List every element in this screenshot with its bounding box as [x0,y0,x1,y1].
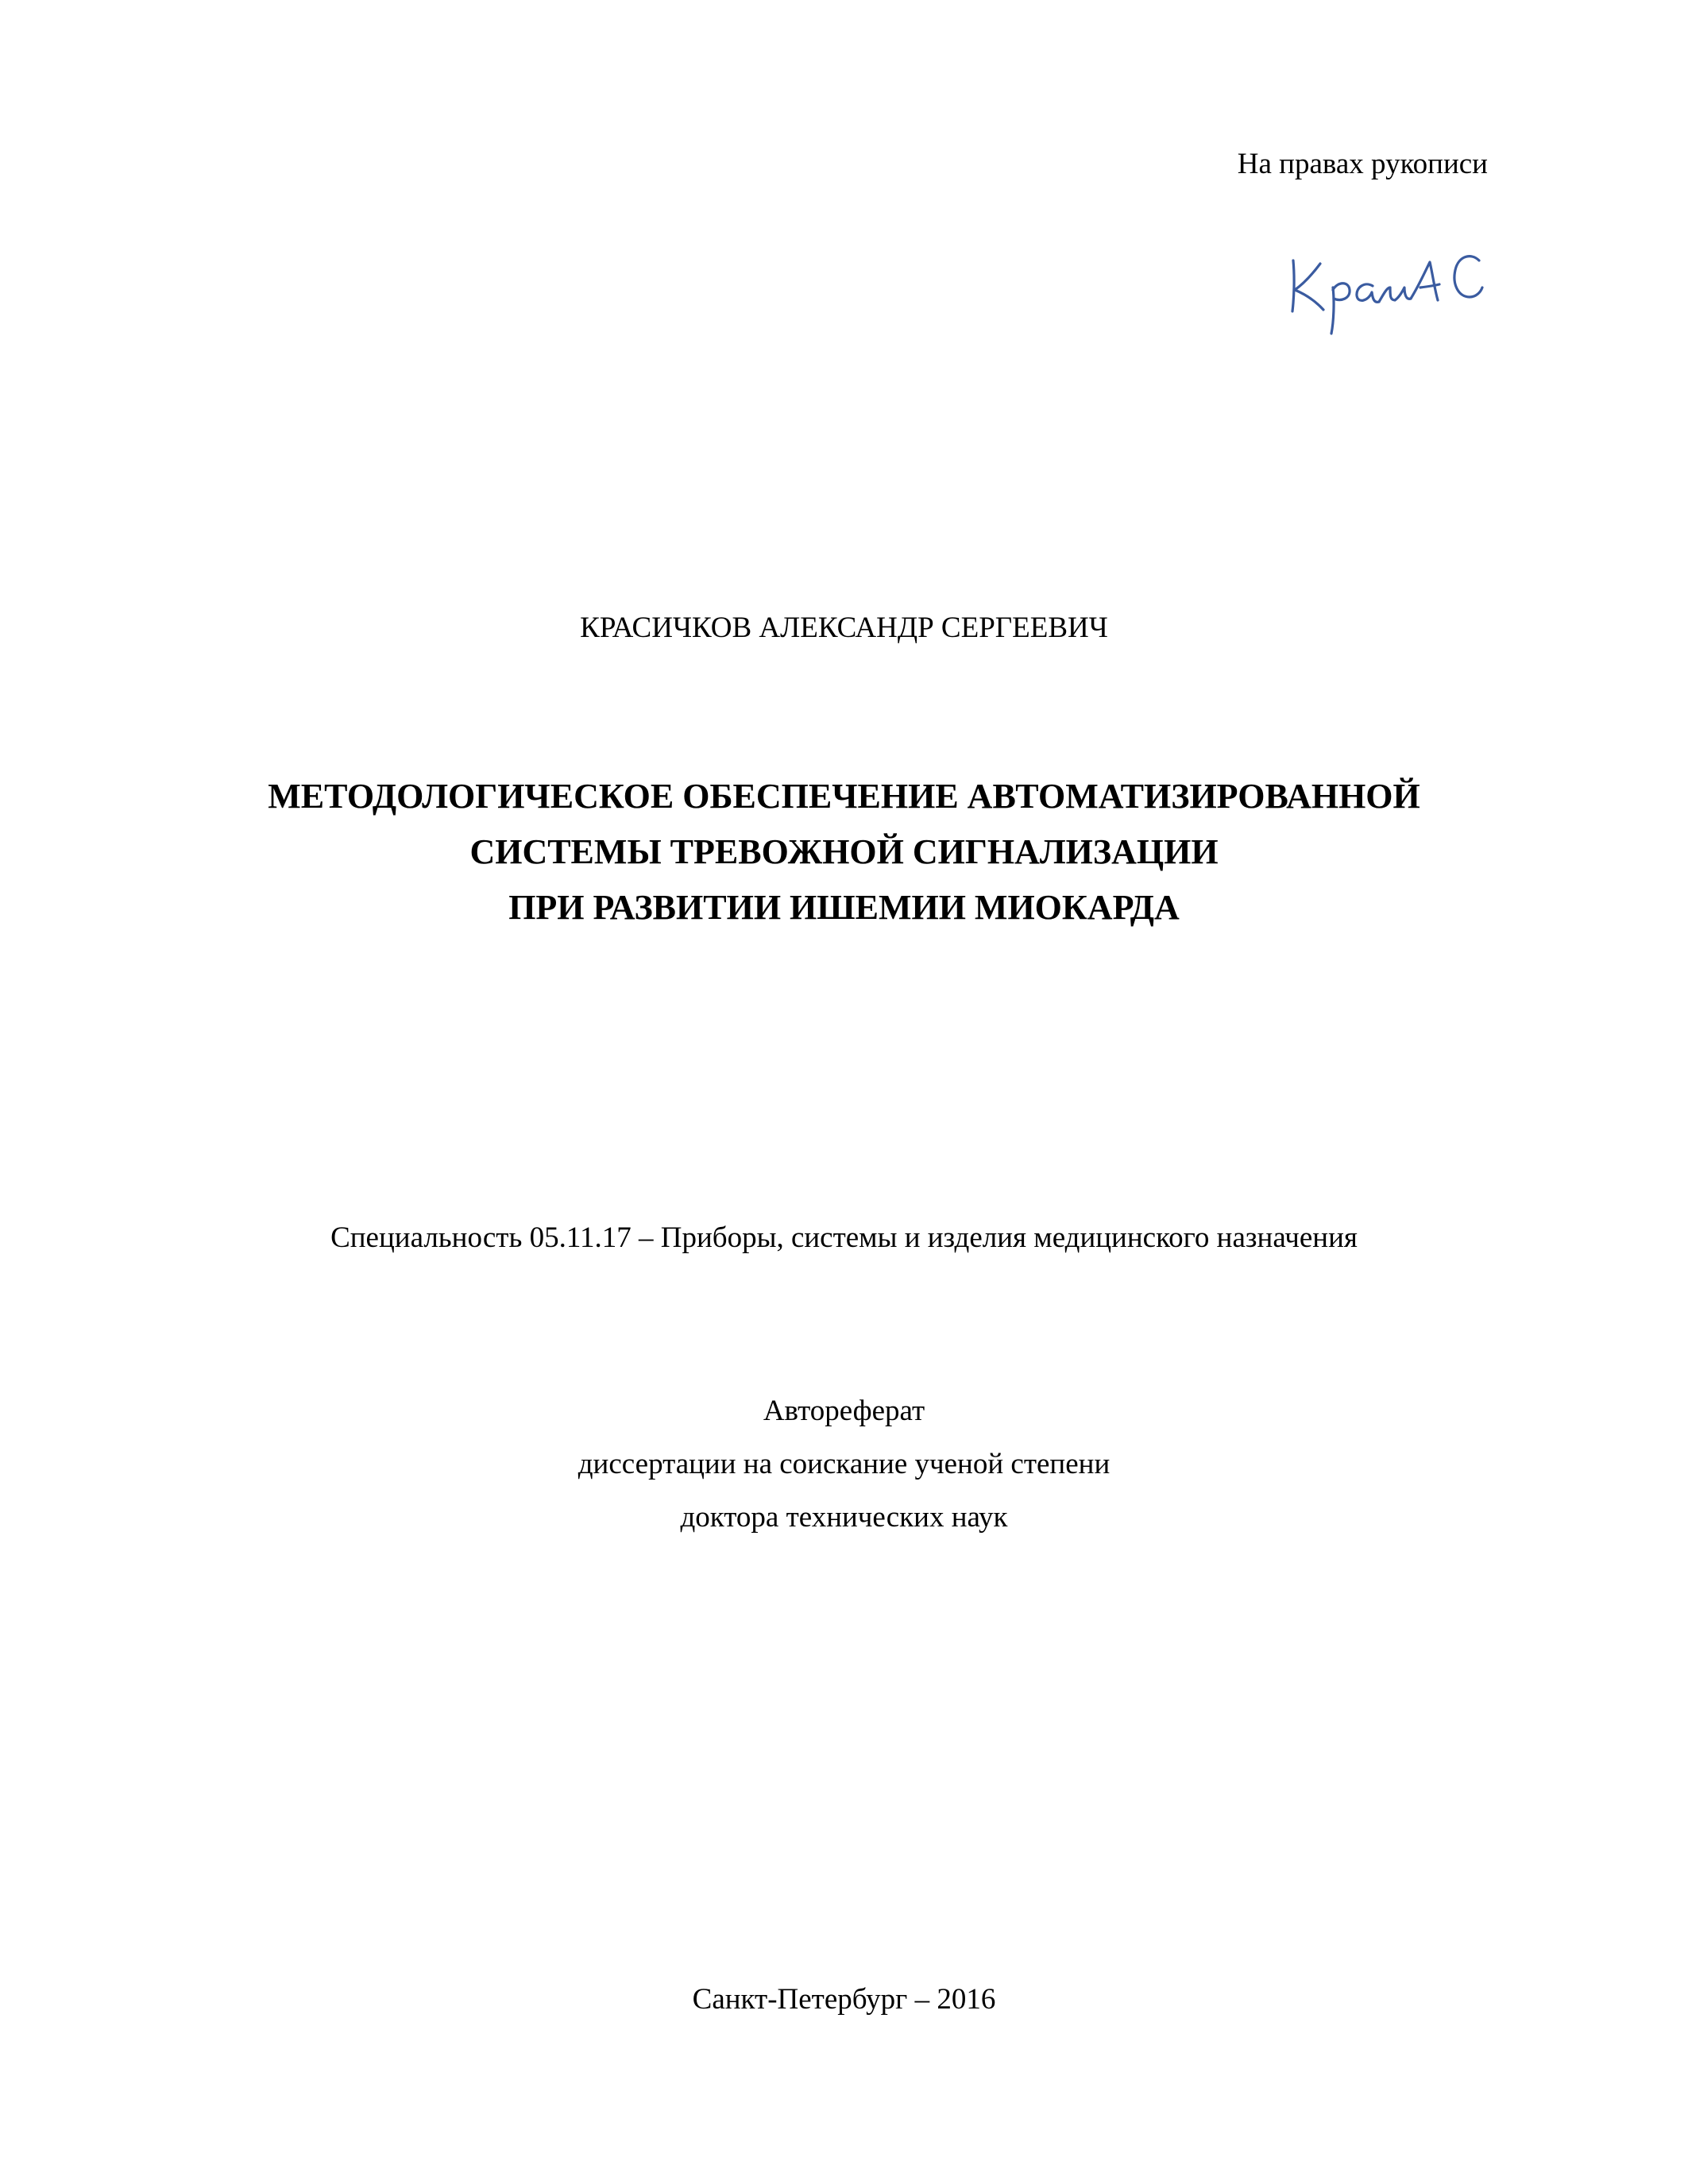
abstract-line: Автореферат [763,1395,925,1427]
handwritten-signature-icon [1271,214,1501,341]
title-line: ПРИ РАЗВИТИИ ИШЕМИИ МИОКАРДА [508,888,1180,927]
title-line: СИСТЕМЫ ТРЕВОЖНОЙ СИГНАЛИЗАЦИИ [469,832,1219,871]
title-line: МЕТОДОЛОГИЧЕСКОЕ ОБЕСПЕЧЕНИЕ АВТОМАТИЗИРОВАННОЙ [268,777,1420,816]
dissertation-title [0,769,1688,936]
place-and-year: Санкт-Петербург – 2016 [692,1983,996,2016]
author-name: КРАСИЧКОВ АЛЕКСАНДР СЕРГЕЕВИЧ [580,612,1108,644]
manuscript-rights-note: На правах рукописи [1237,148,1488,180]
abstract-line: доктора технических наук [680,1501,1008,1534]
abstract-line: диссертации на соискание ученой степени [577,1448,1111,1480]
abstract-block [0,1384,1688,1544]
specialty-line: Специальность 05.11.17 – Приборы, системы и изделия медицинского назначения [330,1221,1358,1254]
